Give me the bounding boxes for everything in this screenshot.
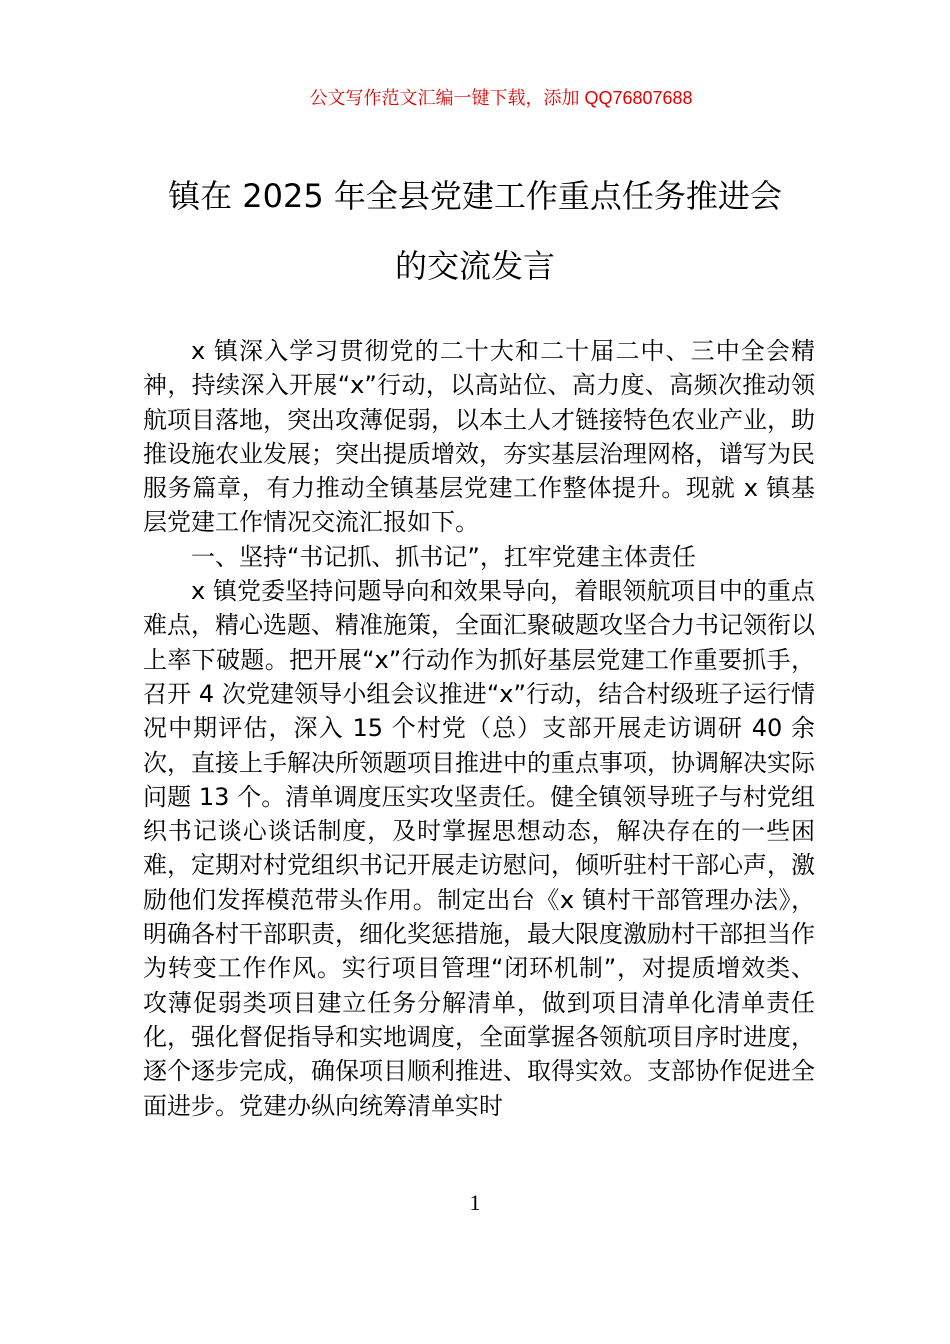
section-paragraph: x 镇党委坚持问题导向和效果导向，着眼领航项目中的重点难点，精心选题、精准施策，全面汇聚破题攻坚合力书记领衔以上率下破题。把开展“x”行动作为抓好基层党建工作重要抓手，召开 4 次党建领导小组会议推进“x”行动，结合村级班子运行情况中期评估，深入 15 个村党（总）支部开展走访调研 40 余次，直接上手解决所领题项目推进中的重点事项，协调解决实际问题 13 个。清单调度压实攻坚责任。健全镇领导班子与村党组织书记谈心谈话制度，及时掌握思想动态，解决存在的一些困难，定期对村党组织书记开展走访慰问，倾听驻村干部心声，激励他们发挥模范带头作用。制定出台《x 镇村干部管理办法》，明确各村干部职责，细化奖惩措施，最大限度激励村干部担当作为转变工作作风。实行项目管理“闭环机制”，对提质增效类、攻薄促弱类项目建立任务分解清单，做到项目清单化清单责任化，强化督促指导和实地调度，全面掌握各领航项目序时进度，逐个逐步完成，确保项目顺利推进、取得实效。支部协作促进全面进步。党建办纵向统筹清单实时 (143, 577, 815, 1120)
document-title-line-2: 的交流发言 (394, 247, 555, 285)
page-number: 1 (469, 1190, 481, 1215)
header-note: 公文写作范文汇编一键下载，添加 QQ76807688 (309, 88, 693, 108)
document-title-line-1: 镇在 2025 年全县党建工作重点任务推进会 (168, 177, 782, 215)
intro-paragraph: x 镇深入学习贯彻党的二十大和二十届二中、三中全会精神，持续深入开展“x”行动，以高站位、高力度、高频次推动领航项目落地，突出攻薄促弱，以本土人才链接特色农业产业，助推设施农业发展；突出提质增效，夯实基层治理网格，谱写为民服务篇章，有力推动全镇基层党建工作整体提升。现就 x 镇基层党建工作情况交流汇报如下。 (143, 337, 815, 537)
document-body (143, 334, 815, 1123)
section-heading: 一、坚持“书记抓、抓书记”，扛牢党建主体责任 (191, 542, 696, 571)
